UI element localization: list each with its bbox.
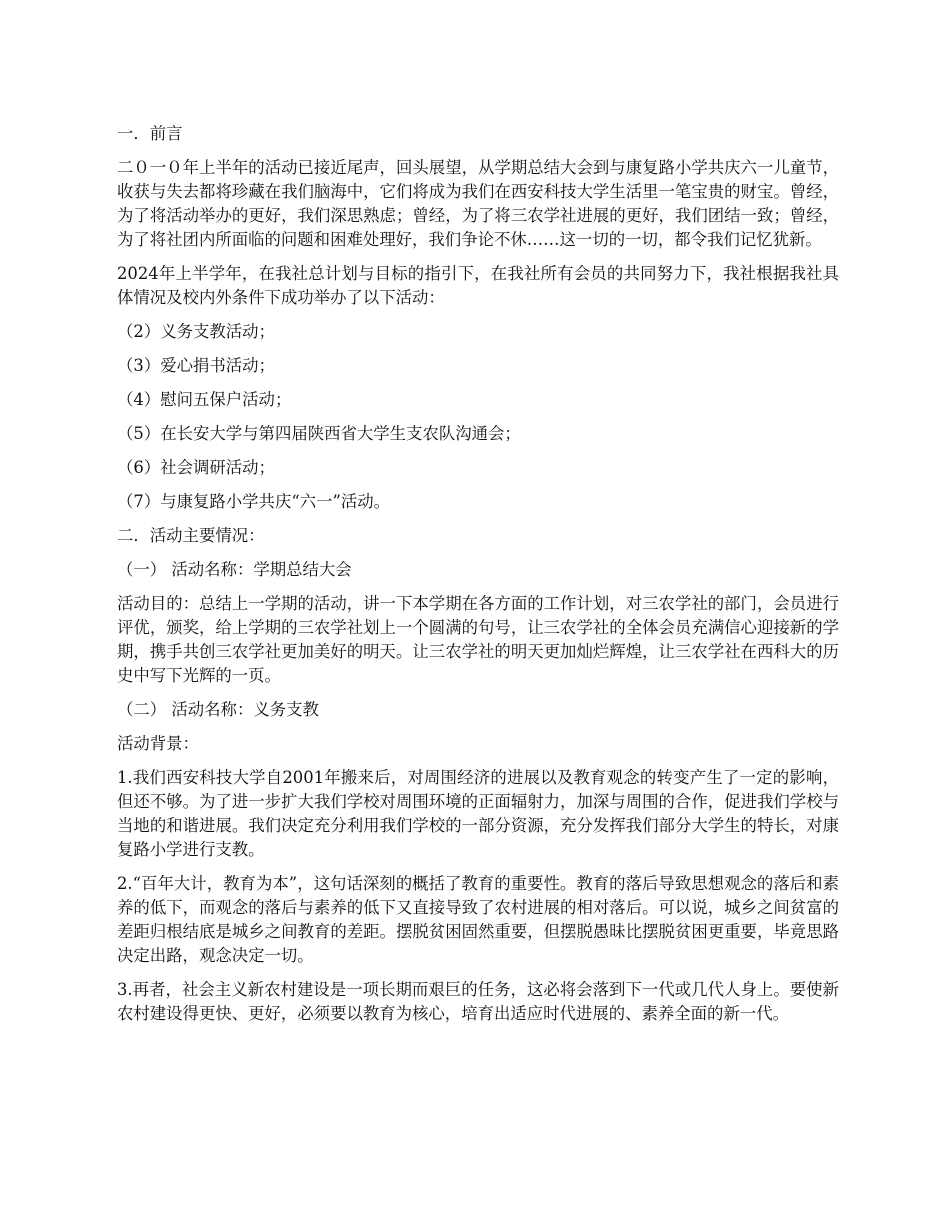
background-paragraph-1: 1.我们西安科技大学自2001年搬来后，对周围经济的进展以及教育观念的转变产生了一定的影响，但还不够。为了进一步扩大我们学校对周围环境的正面辐射力，加深与周围的合作，促进我们学校与当地的和谐进展。我们决定充分利用我们学校的一部分资源，充分发挥我们部分大学生的特长，对康复路小学进行支教。 [117,768,839,859]
document-page [117,122,839,1036]
summary-meeting-purpose-paragraph: 活动目的：总结上一学期的活动，讲一下本学期在各方面的工作计划，对三农学社的部门，会员进行评优，颁奖，给上学期的三农学社划上一个圆满的句号，让三农学社的全体会员充满信心迎接新的学期，携手共创三农学社更加美好的明天。让三农学社的明天更加灿烂辉煌，让三农学社在西科大的历史中写下光辉的一页。 [117,594,839,685]
activity-item: （2）义务支教活动； [117,322,275,341]
section-heading-main-activities: 二．活动主要情况： [117,526,265,545]
subsection-heading-volunteer-teaching: （二） 活动名称：义务支教 [117,700,319,719]
activity-item: （5）在长安大学与第四届陕西省大学生支农队沟通会； [117,424,521,443]
background-paragraph-3: 3.再者，社会主义新农村建设是一项长期而艰巨的任务，这必将会落到下一代或几代人身上。要使新农村建设得更快、更好，必须要以教育为核心，培育出适应时代进展的、素养全面的新一代。 [117,980,839,1023]
activity-background-label: 活动背景： [117,734,199,753]
activity-item: （4）慰问五保户活动； [117,390,292,409]
activity-item: （3）爱心捐书活动； [117,356,275,375]
activity-list [117,320,839,514]
subsection-heading-summary-meeting: （一） 活动名称：学期总结大会 [117,560,352,579]
intro-paragraph: 二０一０年上半年的活动已接近尾声，回头展望，从学期总结大会到与康复路小学共庆六一儿童节，收获与失去都将珍藏在我们脑海中，它们将成为我们在西安科技大学生活里一笔宝贵的财宝。曾经，为了将活动举办的更好，我们深思熟虑；曾经，为了将三农学社进展的更好，我们团结一致；曾经，为了将社团内所面临的问题和困难处理好，我们争论不休……这一切的一切，都令我们记忆犹新。 [117,158,839,249]
background-paragraph-2: 2.“百年大计，教育为本”，这句话深刻的概括了教育的重要性。教育的落后导致思想观念的落后和素养的低下，而观念的落后与素养的低下又直接导致了农村进展的相对落后。可以说，城乡之间贫富的差距归根结底是城乡之间教育的差距。摆脱贫困固然重要，但摆脱愚昧比摆脱贫困更重要，毕竟思路决定出路，观念决定一切。 [117,874,839,965]
activity-item: （6）社会调研活动； [117,458,275,477]
activity-item: （7）与康复路小学共庆“六一”活动。 [117,492,391,511]
section-heading-preface: 一．前言 [117,124,183,143]
activities-intro-paragraph: 2024年上半学年，在我社总计划与目标的指引下，在我社所有会员的共同努力下，我社根据我社具体情况及校内外条件下成功举办了以下活动： [117,264,839,307]
